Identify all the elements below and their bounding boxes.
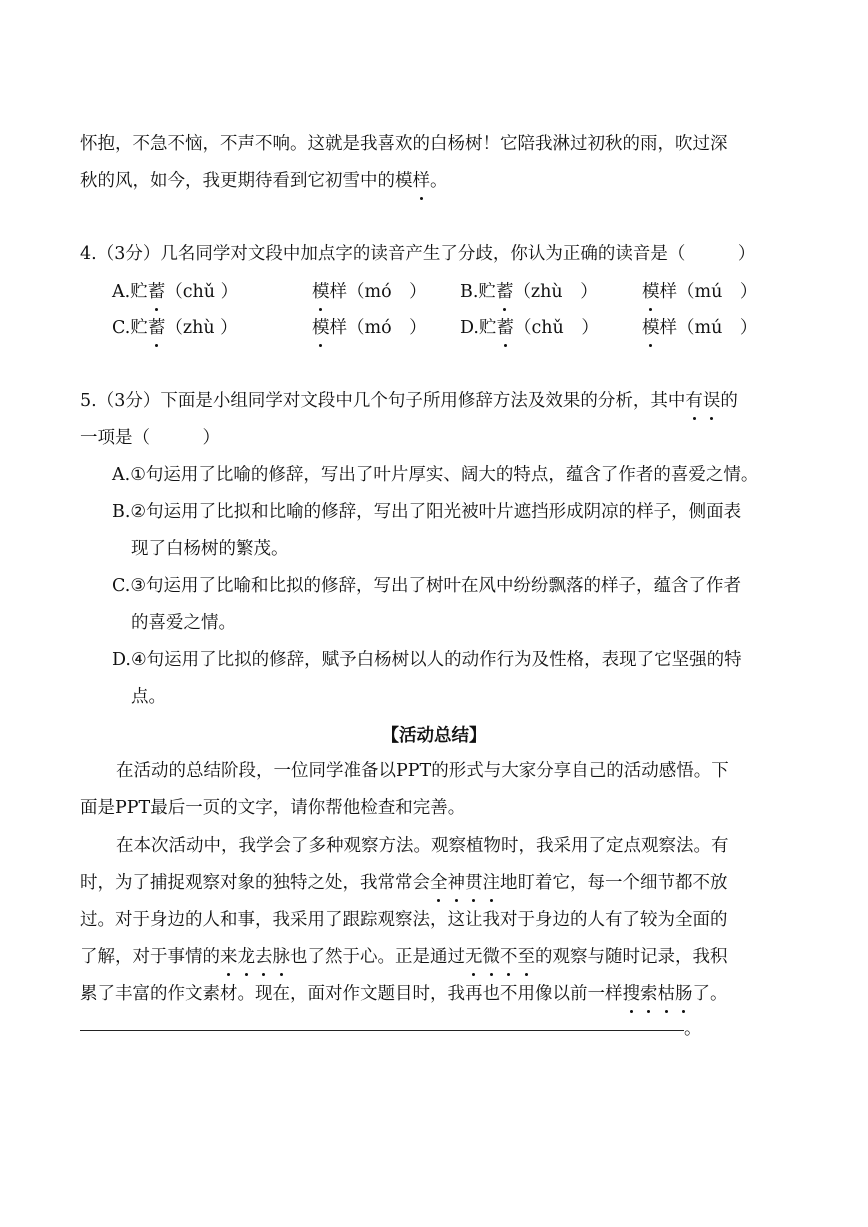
summary-p1-line2: 面是PPT最后一页的文字，请你帮他检查和完善。 xyxy=(80,798,466,818)
dotted-char: 样 xyxy=(412,171,430,191)
q5-option-b: B.②句运用了比拟和比喻的修辞，写出了阳光被叶片遮挡形成阴凉的样子，侧面表 xyxy=(112,502,742,522)
summary-p2-line1: 在本次活动中，我学会了多种观察方法。观察植物时，我采用了定点观察法。有 xyxy=(116,836,729,856)
answer-blank-line[interactable] xyxy=(80,1030,684,1031)
q4-option-c-2: 模样（mó ） xyxy=(312,318,427,338)
summary-p2-line2: 时，为了捕捉观察对象的独特之处，我常常会全神贯注地盯着它，每一个细节都不放 xyxy=(80,873,728,893)
q5-stem: 5.（3分）下面是小组同学对文段中几个句子所用修辞方法及效果的分析，其中有误的 xyxy=(80,391,738,411)
q5-option-c: C.③句运用了比喻和比拟的修辞，写出了树叶在风中纷纷飘落的样子，蕴含了作者 xyxy=(112,576,742,596)
q4-option-d: D.贮蓄（chǔ ） xyxy=(460,318,599,338)
end-mark: 。 xyxy=(684,1019,702,1039)
q5-stem-2: 一项是（ ） xyxy=(80,428,220,448)
q4-option-d-2: 模样（mú ） xyxy=(642,318,758,338)
q4-option-b: B.贮蓄（zhù ） xyxy=(460,282,598,302)
summary-p2-line3: 过。对于身边的人和事，我采用了跟踪观察法，这让我对于身边的人有了较为全面的 xyxy=(80,910,728,930)
summary-p1-line1: 在活动的总结阶段，一位同学准备以PPT的形式与大家分享自己的活动感悟。下 xyxy=(116,761,729,781)
q4-stem: 4.（3分）几名同学对文段中加点字的读音产生了分歧，你认为正确的读音是（ ） xyxy=(80,244,756,264)
passage-line-2: 秋的风，如今，我更期待看到它初雪中的模样。 xyxy=(80,171,448,191)
section-title: 【活动总结】 xyxy=(381,726,487,746)
q5-option-c-cont: 的喜爱之情。 xyxy=(131,613,236,633)
q4-option-b-2: 模样（mú ） xyxy=(642,282,758,302)
q5-option-d: D.④句运用了比拟的修辞，赋予白杨树以人的动作行为及性格，表现了它坚强的特 xyxy=(112,650,742,670)
passage-line-1: 怀抱，不急不恼，不声不响。这就是我喜欢的白杨树！它陪我淋过初秋的雨，吹过深 xyxy=(80,134,728,154)
q5-option-a: A.①句运用了比喻的修辞，写出了叶片厚实、阔大的特点，蕴含了作者的喜爱之情。 xyxy=(112,465,759,485)
q4-option-a-2: 模样（mó ） xyxy=(312,282,427,302)
q4-option-c: C.贮蓄（zhù ） xyxy=(112,318,238,338)
q4-option-a: A.贮蓄（chǔ ） xyxy=(112,282,239,302)
q5-option-d-cont: 点。 xyxy=(131,687,166,707)
summary-p2-line4: 了解，对于事情的来龙去脉也了然于心。正是通过无微不至的观察与随时记录，我积 xyxy=(80,947,728,967)
q5-option-b-cont: 现了白杨树的繁茂。 xyxy=(131,539,289,559)
summary-p2-line5: 累了丰富的作文素材。现在，面对作文题目时，我再也不用像以前一样搜索枯肠了。 xyxy=(80,984,728,1004)
